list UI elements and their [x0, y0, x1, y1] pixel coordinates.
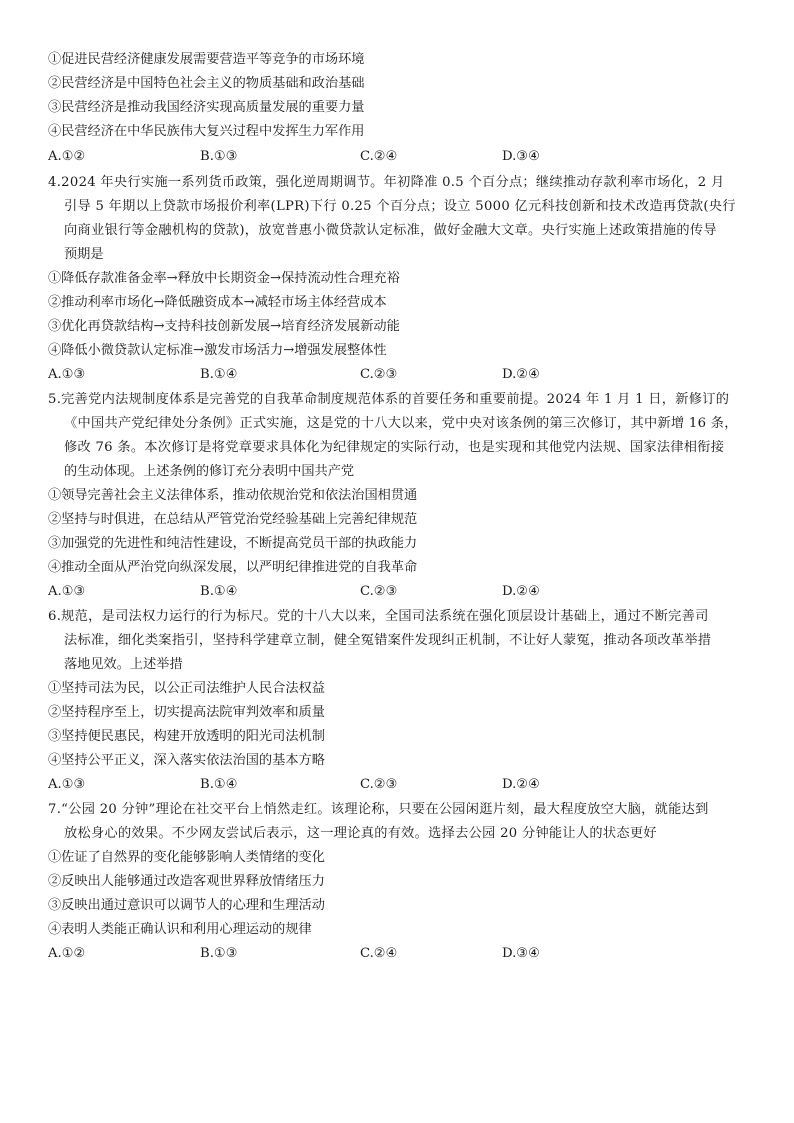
- option-text: ③坚持便民惠民，构建开放透明的阳光司法机制: [48, 729, 325, 744]
- question-6-stem: 法标准，细化类案指引，坚持科学建章立制，健全冤错案件发现纠正机制，不让好人蒙冤，推动各项改革举措: [64, 633, 712, 648]
- option-text: ①促进民营经济健康发展需要营造平等竞争的市场环境: [48, 52, 365, 67]
- choice-a[interactable]: A.①③: [48, 777, 86, 792]
- option-text: ④推动全面从严治党向纵深发展，以严明纪律推进党的自我革命: [48, 560, 418, 575]
- choice-c[interactable]: C.②④: [360, 946, 398, 961]
- option-text: ②坚持程序至上，切实提高法院审判效率和质量: [48, 705, 325, 720]
- question-7-stem: 7.“公园 20 分钟”理论在社交平台上悄然走红。该理论称，只要在公园闲逛片刻，最大程度放空大脑，就能达到: [48, 802, 709, 817]
- option-text: ④降低小微贷款认定标准→激发市场活力→增强发展整体性: [48, 343, 387, 358]
- question-4-stem: 4.2024 年央行实施一系列货币政策，强化逆周期调节。年初降准 0.5 个百分点；继续推动存款利率市场化，2 月: [48, 175, 725, 190]
- option-text: ②民营经济是中国特色社会主义的物质基础和政治基础: [48, 76, 365, 91]
- option-text: ①降低存款准备金率→释放中长期资金→保持流动性合理充裕: [48, 271, 400, 286]
- choice-b[interactable]: B.①④: [200, 584, 238, 599]
- choice-d[interactable]: D.②④: [502, 584, 540, 599]
- choice-a[interactable]: A.①②: [48, 149, 86, 164]
- choice-a[interactable]: A.①②: [48, 946, 86, 961]
- option-text: ④表明人类能正确认识和利用心理运动的规律: [48, 922, 312, 937]
- choice-d[interactable]: D.②④: [502, 367, 540, 382]
- option-text: ③优化再贷款结构→支持科技创新发展→培育经济发展新动能: [48, 319, 400, 334]
- choice-c[interactable]: C.②③: [360, 367, 398, 382]
- choice-b[interactable]: B.①③: [200, 946, 238, 961]
- option-text: ①领导完善社会主义法律体系，推动依规治党和依法治国相贯通: [48, 488, 418, 503]
- question-4-stem: 预期是: [64, 247, 104, 262]
- choice-b[interactable]: B.①④: [200, 367, 238, 382]
- choice-d[interactable]: D.③④: [502, 149, 540, 164]
- choice-c[interactable]: C.②③: [360, 777, 398, 792]
- option-text: ②坚持与时俱进，在总结从严管党治党经验基础上完善纪律规范: [48, 512, 418, 527]
- option-text: ②反映出人能够通过改造客观世界释放情绪压力: [48, 874, 325, 889]
- option-text: ③反映出通过意识可以调节人的心理和生理活动: [48, 898, 325, 913]
- question-5-stem: 5.完善党内法规制度体系是完善党的自我革命制度规范体系的首要任务和重要前提。2024 年 1 月 1 日，新修订的: [48, 392, 730, 407]
- choice-c[interactable]: C.②④: [360, 149, 398, 164]
- choice-b[interactable]: B.①③: [200, 149, 238, 164]
- option-text: ④民营经济在中华民族伟大复兴过程中发挥生力军作用: [48, 124, 365, 139]
- choice-c[interactable]: C.②③: [360, 584, 398, 599]
- question-5-stem: 的生动体现。上述条例的修订充分表明中国共产党: [64, 464, 355, 479]
- choice-a[interactable]: A.①③: [48, 367, 86, 382]
- question-7-stem: 放松身心的效果。不少网友尝试后表示，这一理论真的有效。选择去公园 20 分钟能让人的状态更好: [64, 826, 657, 841]
- option-text: ③加强党的先进性和纯洁性建设，不断提高党员干部的执政能力: [48, 536, 418, 551]
- question-4-stem: 向商业银行等金融机构的贷款)，放宽普惠小微贷款认定标准，做好金融大文章。央行实施上述政策措施的传导: [64, 223, 717, 238]
- choice-d[interactable]: D.③④: [502, 946, 540, 961]
- option-text: ②推动利率市场化→降低融资成本→减轻市场主体经营成本: [48, 295, 387, 310]
- option-text: ①佐证了自然界的变化能够影响人类情绪的变化: [48, 850, 325, 865]
- question-5-stem: 修改 76 条。本次修订是将党章要求具体化为纪律规定的实际行动，也是实现和其他党内法规、国家法律相衔接: [64, 440, 725, 455]
- question-6-stem: 6.规范，是司法权力运行的行为标尺。党的十八大以来，全国司法系统在强化顶层设计基础上，通过不断完善司: [48, 609, 709, 624]
- choice-b[interactable]: B.①④: [200, 777, 238, 792]
- question-5-stem: 《中国共产党纪律处分条例》正式实施，这是党的十八大以来，党中央对该条例的第三次修订，其中新增 16 条，: [64, 416, 738, 431]
- option-text: ③民营经济是推动我国经济实现高质量发展的重要力量: [48, 100, 365, 115]
- question-6-stem: 落地见效。上述举措: [64, 657, 183, 672]
- choice-a[interactable]: A.①③: [48, 584, 86, 599]
- choice-d[interactable]: D.②④: [502, 777, 540, 792]
- question-4-stem: 引导 5 年期以上贷款市场报价利率(LPR)下行 0.25 个百分点；设立 5000 亿元科技创新和技术改造再贷款(央行: [64, 199, 736, 214]
- option-text: ①坚持司法为民，以公正司法维护人民合法权益: [48, 681, 325, 696]
- option-text: ④坚持公平正义，深入落实依法治国的基本方略: [48, 753, 325, 768]
